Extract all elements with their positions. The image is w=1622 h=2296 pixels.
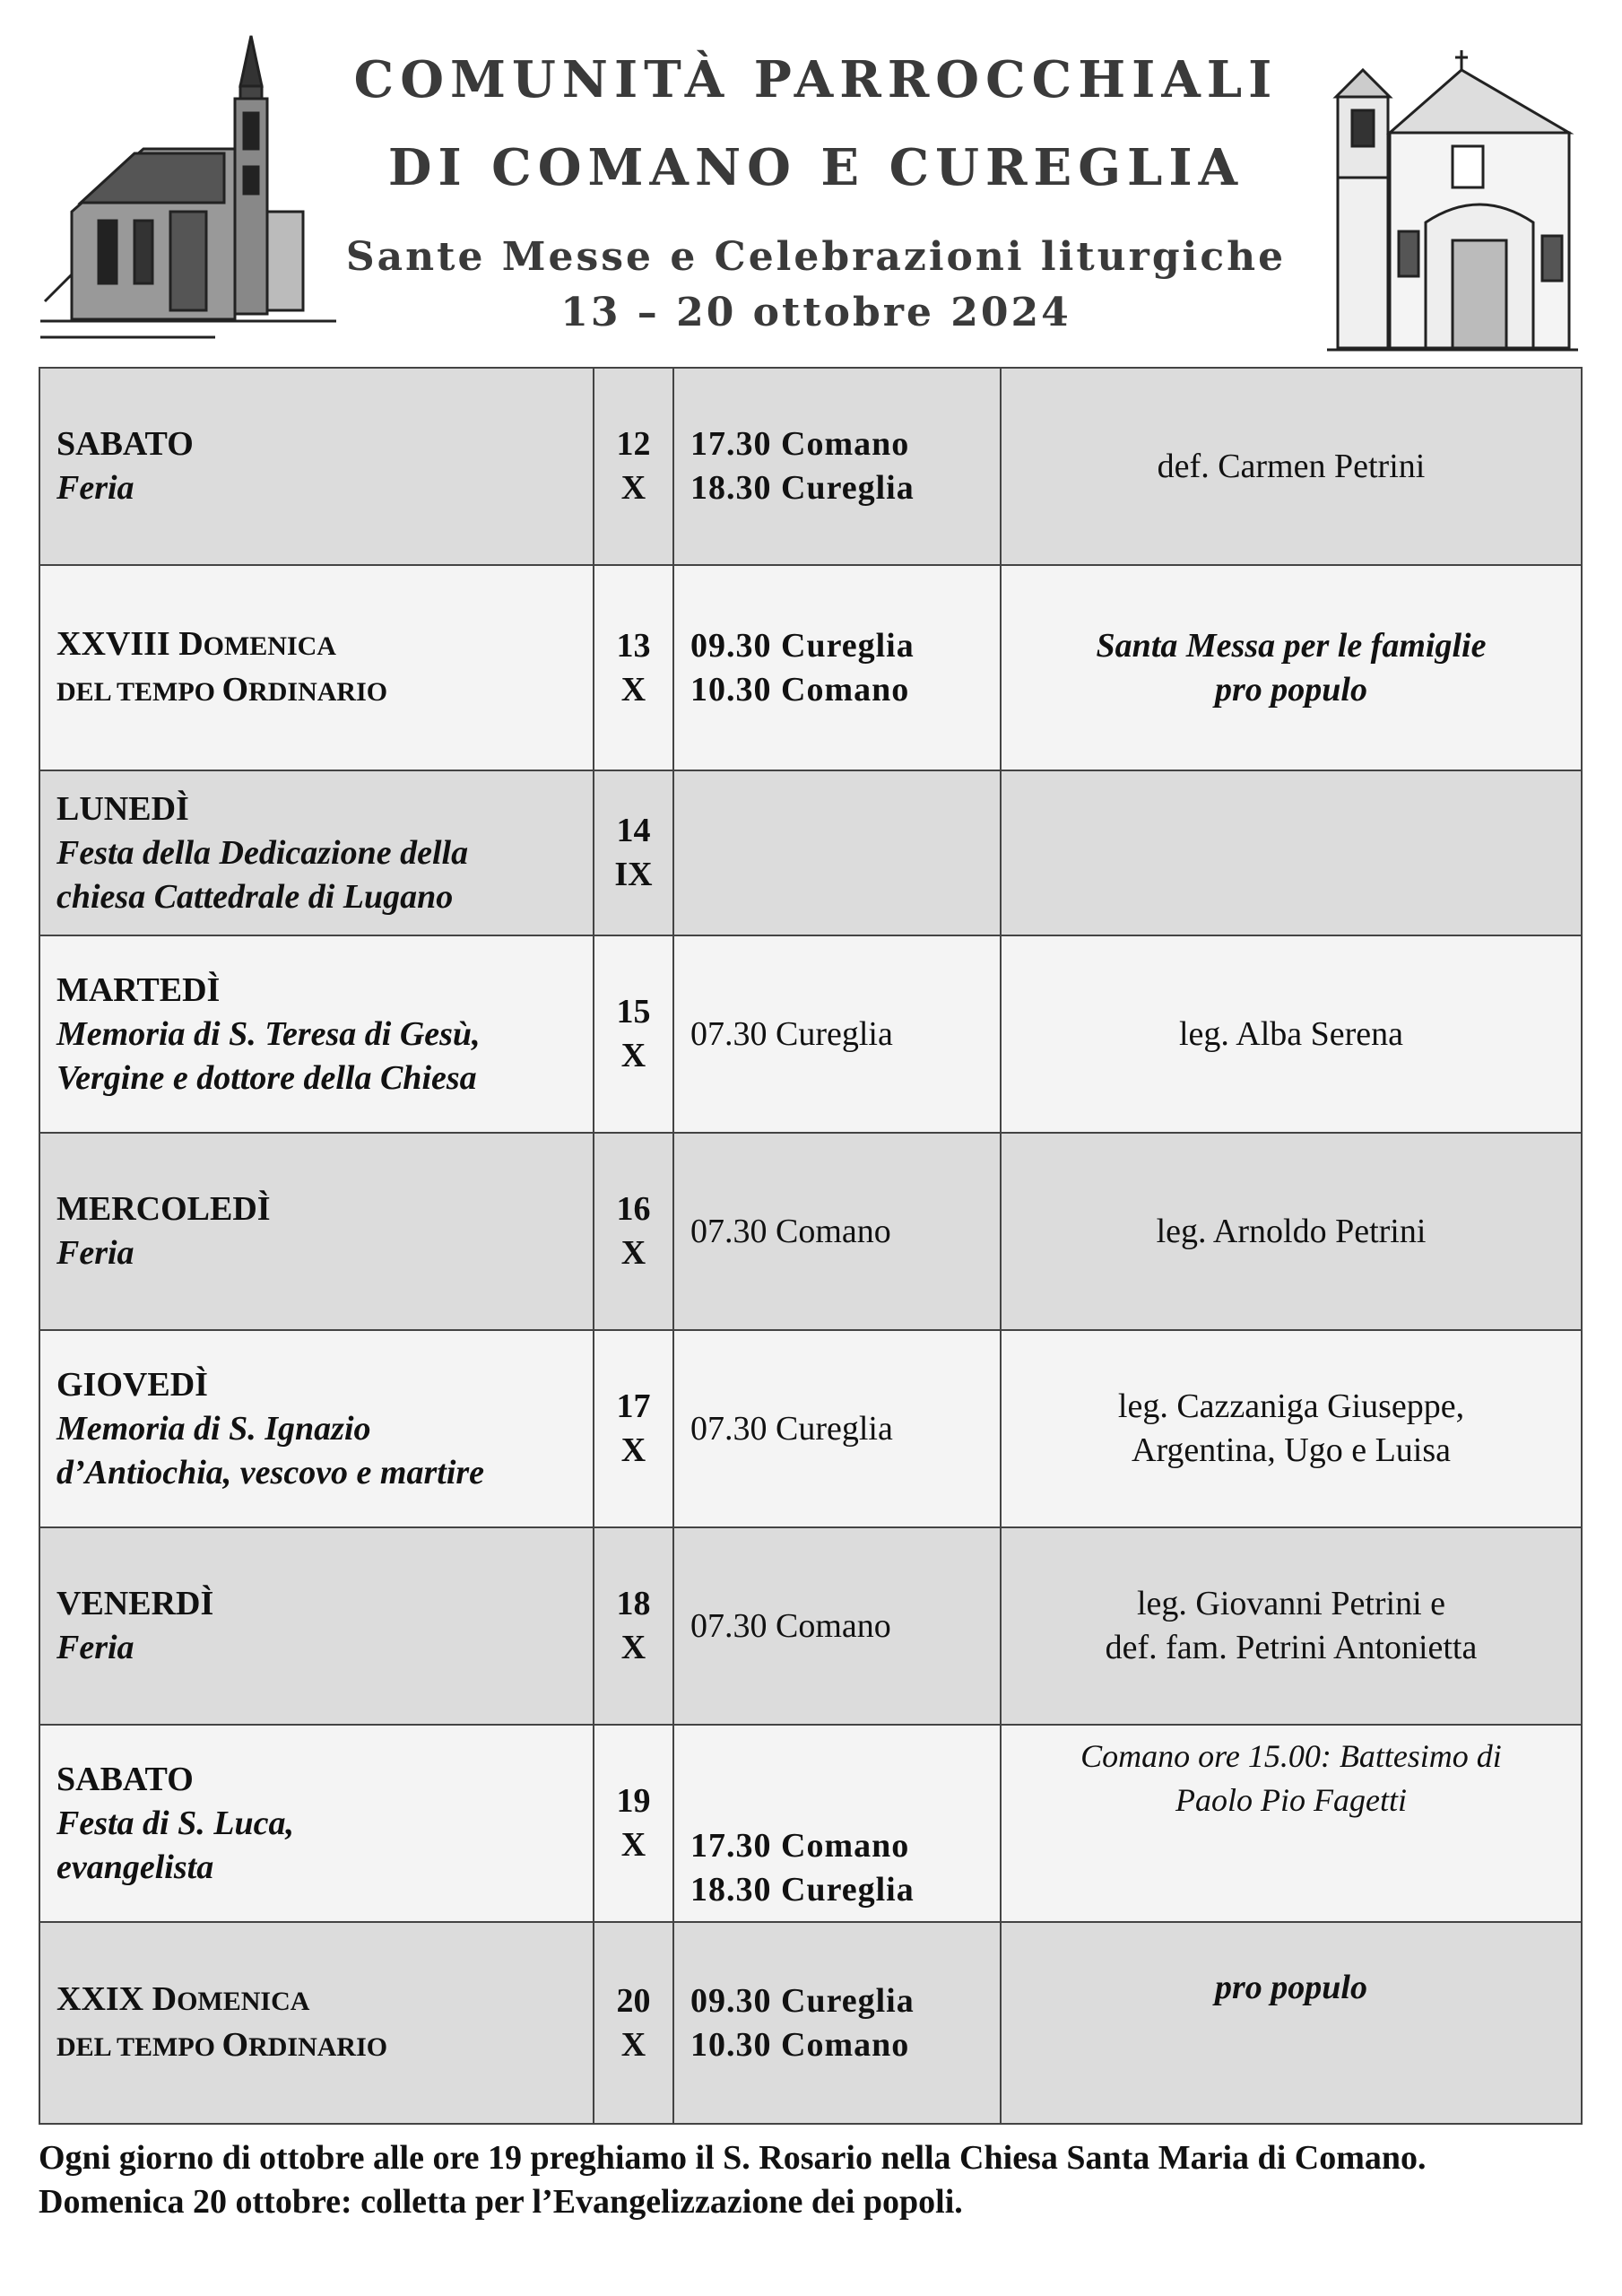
- header: [341, 36, 1291, 341]
- day-name-line2: DEL TEMPO ORDINARIO: [56, 2025, 388, 2064]
- date-day: 19: [616, 1782, 651, 1820]
- day-cell: [39, 1133, 594, 1330]
- intention: leg. Giovanni Petrini e def. fam. Petrini Antonietta: [1001, 1527, 1582, 1725]
- day-name: XXIX DOMENICA: [56, 1979, 310, 2018]
- date-month: X: [620, 2025, 646, 2064]
- mass-times: 07.30 Cureglia: [673, 1330, 1001, 1527]
- intention: leg. Cazzaniga Giuseppe, Argentina, Ugo e Luisa: [1001, 1330, 1582, 1527]
- title-line-2: DI COMANO E CUREGLIA: [387, 138, 1245, 197]
- date-cell: [594, 1725, 673, 1922]
- liturgy: Memoria di S. Ignazio d’Antiochia, vescovo e martire: [56, 1409, 485, 1492]
- date-day: 17: [616, 1387, 651, 1425]
- table-row: [39, 565, 1582, 770]
- date-month: X: [620, 1629, 646, 1666]
- footer-rosary: Ogni giorno di ottobre alle ore 19 preghiamo il S. Rosario nella Chiesa Santa Maria di Comano.: [39, 2139, 1427, 2177]
- day-name: SABATO: [56, 425, 194, 463]
- day-name: VENERDÌ: [56, 1585, 214, 1622]
- table-row: [39, 368, 1582, 565]
- date-cell: [594, 1330, 673, 1527]
- mass-times: 07.30 Cureglia: [673, 935, 1001, 1133]
- date-month: X: [620, 1037, 646, 1074]
- liturgy: Feria: [56, 469, 134, 507]
- liturgy: Memoria di S. Teresa di Gesù, Vergine e dottore della Chiesa: [56, 1014, 481, 1097]
- day-cell: [39, 1922, 594, 2124]
- liturgy: Feria: [56, 1629, 134, 1666]
- title-line-1: COMUNITÀ PARROCCHIALI: [353, 50, 1279, 109]
- table-row: [39, 1133, 1582, 1330]
- date-month: IX: [614, 856, 653, 893]
- liturgy: Festa della Dedicazione della chiesa Cattedrale di Lugano: [56, 833, 469, 916]
- footer-notes: [39, 2136, 1599, 2224]
- date-cell: [594, 935, 673, 1133]
- table-row: [39, 1330, 1582, 1527]
- date-day: 15: [616, 993, 651, 1031]
- mass-times: 07.30 Comano: [673, 1527, 1001, 1725]
- subtitle: Sante Messe e Celebrazioni liturgiche: [345, 234, 1287, 280]
- table-row: [39, 1725, 1582, 1922]
- date-day: 14: [616, 812, 651, 849]
- date-cell: [594, 368, 673, 565]
- date-cell: [594, 1527, 673, 1725]
- date-cell: [594, 770, 673, 935]
- date-range: 13 – 20 ottobre 2024: [560, 290, 1071, 335]
- day-cell: [39, 770, 594, 935]
- intention: leg. Arnoldo Petrini: [1001, 1133, 1582, 1330]
- day-cell: [39, 1527, 594, 1725]
- table-row: [39, 1527, 1582, 1725]
- intention: [1001, 770, 1582, 935]
- mass-times: 09.30 Cureglia 10.30 Comano: [673, 565, 1001, 770]
- date-day: 13: [616, 626, 651, 665]
- table-row: [39, 1922, 1582, 2124]
- liturgy: Feria: [56, 1234, 134, 1272]
- liturgy: Festa di S. Luca, evangelista: [56, 1804, 294, 1886]
- church-comano-bell-tower-icon: [36, 32, 341, 355]
- day-cell: [39, 565, 594, 770]
- day-cell: [39, 935, 594, 1133]
- date-month: X: [620, 1234, 646, 1272]
- mass-times: [673, 770, 1001, 935]
- intention: leg. Alba Serena: [1001, 935, 1582, 1133]
- intention: Comano ore 15.00: Battesimo di Paolo Pio Fagetti: [1001, 1725, 1582, 1922]
- footer-collection: Domenica 20 ottobre: colletta per l’Evangelizzazione dei popoli.: [39, 2183, 963, 2221]
- intention: def. Carmen Petrini: [1001, 368, 1582, 565]
- date-day: 20: [616, 1981, 651, 2020]
- mass-times: 09.30 Cureglia 10.30 Comano: [673, 1922, 1001, 2124]
- day-name: GIOVEDÌ: [56, 1365, 208, 1404]
- day-name: SABATO: [56, 1760, 194, 1798]
- date-month: X: [620, 1826, 646, 1864]
- day-cell: [39, 1330, 594, 1527]
- date-cell: [594, 1922, 673, 2124]
- date-month: X: [620, 670, 646, 709]
- mass-times: 17.30 Comano 18.30 Cureglia: [673, 1725, 1001, 1922]
- date-day: 18: [616, 1585, 651, 1622]
- day-name: XXVIII DOMENICA: [56, 624, 336, 663]
- table-row: [39, 770, 1582, 935]
- church-cureglia-facade-icon: [1327, 43, 1578, 357]
- day-cell: [39, 368, 594, 565]
- date-month: X: [620, 469, 646, 507]
- date-cell: [594, 565, 673, 770]
- date-month: X: [620, 1431, 646, 1469]
- mass-times: 17.30 Comano 18.30 Cureglia: [673, 368, 1001, 565]
- day-name: MERCOLEDÌ: [56, 1190, 271, 1228]
- mass-times: 07.30 Comano: [673, 1133, 1001, 1330]
- date-day: 12: [616, 425, 651, 463]
- day-name: LUNEDÌ: [56, 789, 189, 828]
- day-name-line2: DEL TEMPO ORDINARIO: [56, 670, 388, 709]
- table-row: [39, 935, 1582, 1133]
- mass-schedule-table: [39, 367, 1583, 2125]
- day-name: MARTEDÌ: [56, 970, 221, 1009]
- day-cell: [39, 1725, 594, 1922]
- intention: pro populo: [1001, 1922, 1582, 2124]
- intention: Santa Messa per le famiglie pro populo: [1001, 565, 1582, 770]
- date-day: 16: [616, 1190, 651, 1228]
- date-cell: [594, 1133, 673, 1330]
